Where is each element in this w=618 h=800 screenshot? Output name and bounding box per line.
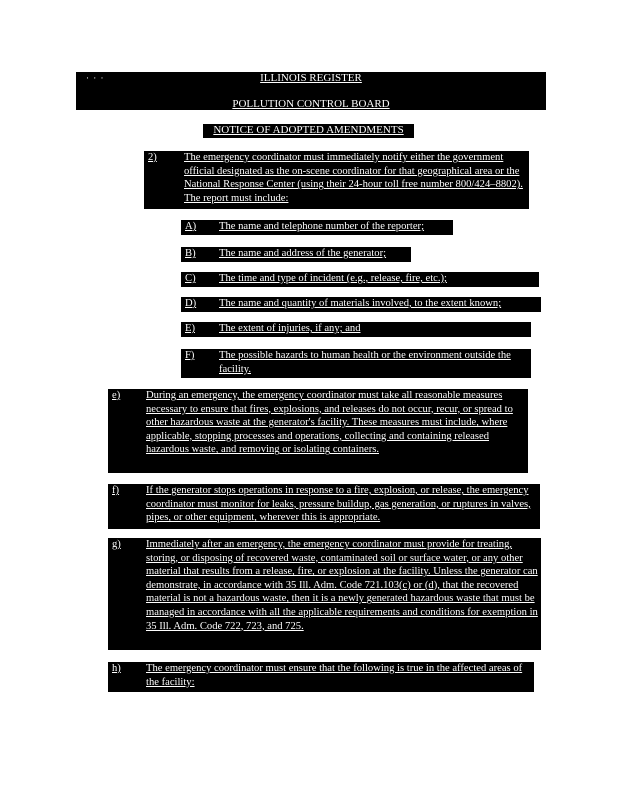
paragraph-f-block: [108, 484, 540, 529]
subitem-a-block: [181, 220, 453, 235]
paragraph-f-label: f): [112, 485, 120, 496]
paragraph-e-block: [108, 389, 528, 473]
subitem-b-block: [181, 247, 411, 262]
subitem-d-text: The name and quantity of materials involved, to the extent known;: [219, 298, 502, 309]
board-header-bar: [76, 86, 546, 110]
paragraph-e-text: During an emergency, the emergency coordinator must take all reasonable measures necessary to ensure that fires, explosions, and releases do not occur, recur, or spread to other hazardous waste at the generator's facility. These measures must include, where applicable, stopping processes and operations, collecting and containing released hazardous waste, and removing or isolating containers.: [146, 390, 513, 456]
paragraph-g-block: [108, 538, 541, 650]
item-2-label: 2): [148, 152, 157, 163]
paragraph-e-label: e): [112, 390, 121, 401]
subitem-f-block: [181, 349, 531, 378]
paragraph-f-text: If the generator stops operations in response to a fire, explosion, or release, the emergency coordinator must monitor for leaks, pressure buildup, gas generation, or ruptures in valves, pipes, or other equipment, wherever this is appropriate.: [146, 485, 531, 524]
paragraph-g-label: g): [112, 539, 121, 550]
register-title: ILLINOIS REGISTER: [260, 72, 362, 84]
item-2-text: The emergency coordinator must immediately notify either the government official designated as the on-scene coordinator for that geographical area or the National Response Center (using their 24-hour toll free number 800/424–8802). The report must include:: [184, 152, 523, 204]
subitem-a-text: The name and telephone number of the reporter;: [219, 221, 425, 232]
subitem-d-block: [181, 297, 541, 312]
board-title: POLLUTION CONTROL BOARD: [232, 98, 390, 110]
subitem-d-label: D): [185, 298, 197, 309]
subitem-a-label: A): [185, 221, 197, 232]
notice-header-bar: [203, 124, 414, 138]
paragraph-h-label: h): [112, 663, 121, 674]
paragraph-h-text: The emergency coordinator must ensure that the following is true in the affected areas of the facility:: [146, 663, 523, 688]
subitem-c-text: The time and type of incident (e.g., release, fire, etc.);: [219, 273, 447, 284]
register-header-bar: [76, 72, 546, 86]
paragraph-g-text: Immediately after an emergency, the emergency coordinator must provide for treating, storing, or disposing of recovered waste, contaminated soil or surface water, or any other material that results from a release, fire, or explosion at the facility. Unless the generator can demonstrate, in accordance with 35 Ill. Adm. Code 721.103(c) or (d), that the recovered material is not a hazardous waste, then it is a newly generated hazardous waste that must be managed in accordance with all the applicable requirements and conditions for exemption in 35 Ill. Adm. Code 722, 723, and 725.: [146, 539, 538, 632]
item-2-block: [144, 151, 529, 209]
subitem-f-text: The possible hazards to human health or the environment outside the facility.: [219, 350, 511, 375]
subitem-f-label: F): [185, 350, 195, 361]
subitem-b-label: B): [185, 248, 196, 259]
notice-title: NOTICE OF ADOPTED AMENDMENTS: [213, 124, 404, 136]
subitem-e-label: E): [185, 323, 195, 334]
paragraph-h-block: [108, 662, 534, 692]
subitem-c-block: [181, 272, 539, 287]
subitem-c-label: C): [185, 273, 196, 284]
subitem-b-text: The name and address of the generator;: [219, 248, 387, 259]
subitem-e-text: The extent of injuries, if any; and: [219, 323, 361, 334]
subitem-e-block: [181, 322, 531, 337]
header-dots: · · ·: [86, 73, 105, 83]
